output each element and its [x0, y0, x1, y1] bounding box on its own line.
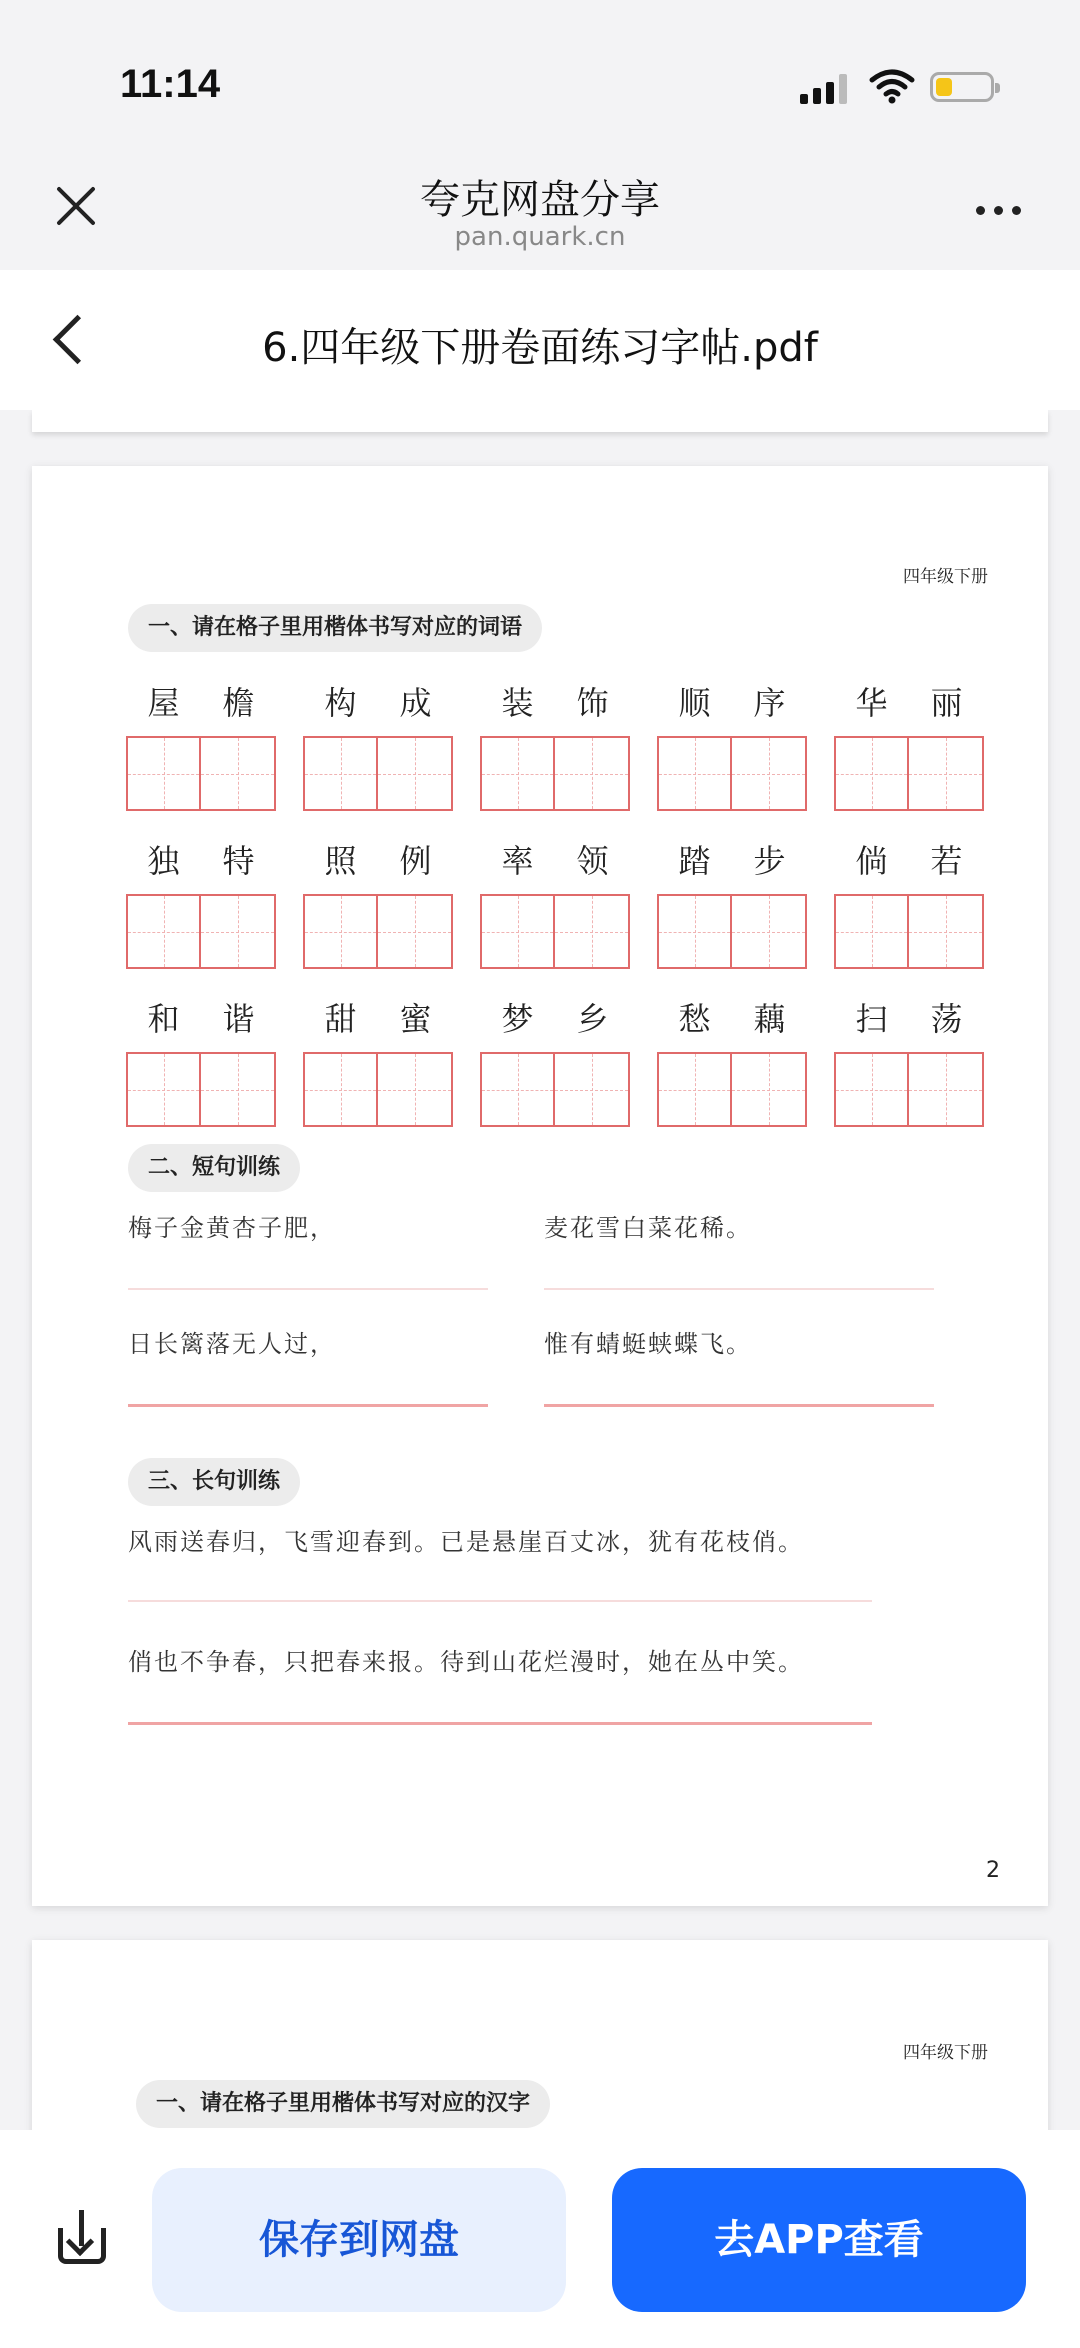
word-char: 乡	[576, 1000, 609, 1038]
grade-label: 四年级下册	[903, 567, 988, 587]
save-to-drive-button[interactable]: 保存到网盘	[152, 2168, 566, 2312]
word-char: 率	[501, 842, 534, 880]
writing-box	[303, 736, 378, 811]
browser-url: pan.quark.cn	[454, 222, 626, 252]
word-group	[834, 678, 984, 811]
next-pdf-page	[32, 1940, 1048, 2130]
short-sentence: 日长篱落无人过，	[128, 1330, 336, 1358]
word-group	[657, 836, 807, 969]
word-char: 丽	[930, 684, 963, 722]
pdf-viewer[interactable]	[0, 410, 1080, 2130]
file-title-bar	[0, 270, 1080, 410]
writing-box	[909, 736, 984, 811]
page-number: 2	[986, 1858, 1000, 1883]
writing-box	[480, 736, 555, 811]
pdf-page	[32, 466, 1048, 1906]
writing-box	[126, 894, 201, 969]
writing-box	[834, 736, 909, 811]
word-char: 特	[222, 842, 255, 880]
short-sentence: 麦花雪白菜花稀。	[544, 1214, 752, 1242]
browser-header	[0, 150, 1080, 270]
word-row	[126, 994, 984, 1127]
writing-line	[544, 1288, 934, 1290]
word-group	[480, 994, 630, 1127]
word-char: 构	[324, 684, 357, 722]
writing-box	[126, 1052, 201, 1127]
long-sentence: 俏也不争春，只把春来报。待到山花烂漫时，她在丛中笑。	[128, 1648, 804, 1676]
word-char: 荡	[930, 1000, 963, 1038]
writing-box	[657, 894, 732, 969]
writing-box	[303, 1052, 378, 1127]
word-group	[126, 836, 276, 969]
section-title: 一、请在格子里用楷体书写对应的汉字	[136, 2080, 550, 2128]
writing-box	[480, 1052, 555, 1127]
word-char: 梦	[501, 1000, 534, 1038]
word-char: 和	[147, 1000, 180, 1038]
long-sentence: 风雨送春归，飞雪迎春到。已是悬崖百丈冰，犹有花枝俏。	[128, 1528, 804, 1556]
writing-box	[732, 894, 807, 969]
word-row	[126, 836, 984, 969]
writing-box	[834, 1052, 909, 1127]
word-group	[303, 836, 453, 969]
word-row	[126, 678, 984, 811]
word-char: 愁	[678, 1000, 711, 1038]
more-icon[interactable]	[976, 206, 1021, 215]
writing-box	[909, 1052, 984, 1127]
word-group	[834, 994, 984, 1127]
word-group	[126, 994, 276, 1127]
word-char: 甜	[324, 1000, 357, 1038]
writing-box	[555, 894, 630, 969]
previous-page-edge	[32, 410, 1048, 432]
word-group	[834, 836, 984, 969]
writing-box	[201, 894, 276, 969]
word-char: 例	[399, 842, 432, 880]
word-char: 踏	[678, 842, 711, 880]
writing-box	[480, 894, 555, 969]
section-title: 三、长句训练	[128, 1458, 300, 1506]
status-time: 11:14	[120, 62, 221, 106]
word-char: 序	[753, 684, 786, 722]
bottom-action-bar	[0, 2130, 1080, 2348]
short-sentence: 梅子金黄杏子肥，	[128, 1214, 336, 1242]
word-group	[303, 678, 453, 811]
word-char: 成	[399, 684, 432, 722]
writing-box	[555, 1052, 630, 1127]
writing-box	[555, 736, 630, 811]
writing-box	[303, 894, 378, 969]
word-char: 装	[501, 684, 534, 722]
writing-line	[544, 1404, 934, 1407]
download-icon[interactable]	[54, 2210, 114, 2270]
wifi-icon	[868, 66, 916, 106]
word-char: 檐	[222, 684, 255, 722]
word-char: 若	[930, 842, 963, 880]
open-in-app-button[interactable]: 去APP查看	[612, 2168, 1026, 2312]
word-group	[657, 994, 807, 1127]
writing-box	[732, 736, 807, 811]
word-group	[303, 994, 453, 1127]
short-sentence: 惟有蜻蜓蛱蝶飞。	[544, 1330, 752, 1358]
section-title: 一、请在格子里用楷体书写对应的词语	[128, 604, 542, 652]
status-bar	[0, 0, 1080, 150]
word-group	[480, 678, 630, 811]
writing-line	[128, 1288, 488, 1290]
file-title: 6.四年级下册卷面练习字帖.pdf	[262, 325, 818, 371]
battery-icon	[930, 72, 994, 102]
browser-title: 夸克网盘分享	[420, 177, 660, 223]
writing-box	[909, 894, 984, 969]
word-char: 倘	[855, 842, 888, 880]
word-char: 领	[576, 842, 609, 880]
word-char: 扫	[855, 1000, 888, 1038]
section-title: 二、短句训练	[128, 1144, 300, 1192]
word-group	[480, 836, 630, 969]
word-char: 华	[855, 684, 888, 722]
writing-box	[378, 1052, 453, 1127]
word-char: 饰	[576, 684, 609, 722]
word-char: 藕	[753, 1000, 786, 1038]
word-char: 顺	[678, 684, 711, 722]
word-char: 谐	[222, 1000, 255, 1038]
writing-box	[126, 736, 201, 811]
word-char: 蜜	[399, 1000, 432, 1038]
writing-line	[128, 1404, 488, 1407]
word-char: 独	[147, 842, 180, 880]
writing-box	[657, 1052, 732, 1127]
writing-box	[834, 894, 909, 969]
writing-box	[378, 894, 453, 969]
writing-line	[128, 1600, 872, 1602]
grade-label: 四年级下册	[903, 2043, 988, 2063]
writing-box	[657, 736, 732, 811]
word-group	[126, 678, 276, 811]
cellular-signal-icon	[800, 72, 847, 104]
writing-box	[378, 736, 453, 811]
writing-line	[128, 1722, 872, 1725]
writing-box	[201, 736, 276, 811]
word-char: 步	[753, 842, 786, 880]
writing-box	[201, 1052, 276, 1127]
word-char: 照	[324, 842, 357, 880]
word-group	[657, 678, 807, 811]
writing-box	[732, 1052, 807, 1127]
word-char: 屋	[147, 684, 180, 722]
